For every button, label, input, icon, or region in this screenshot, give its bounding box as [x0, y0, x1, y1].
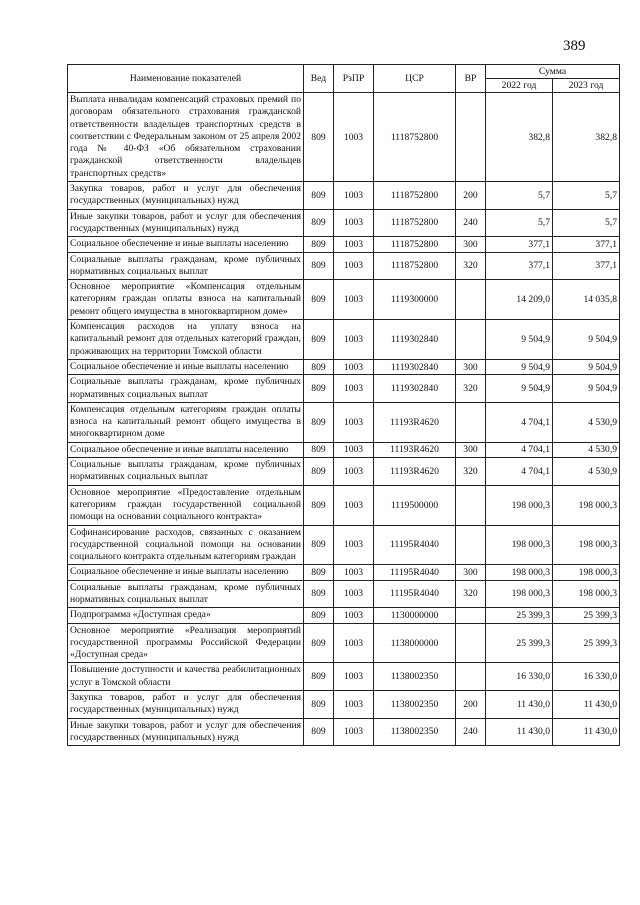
- row-sum-2023: 382,8: [553, 93, 620, 182]
- row-csr: 1119500000: [374, 485, 456, 525]
- row-ved: 809: [304, 691, 334, 719]
- row-ved: 809: [304, 580, 334, 608]
- row-ved: 809: [304, 718, 334, 746]
- table-row: [68, 320, 620, 360]
- header-csr: ЦСР: [374, 65, 456, 93]
- row-csr: 1118752800: [374, 182, 456, 210]
- row-ved: 809: [304, 663, 334, 691]
- row-sum-2023: 14 035,8: [553, 280, 620, 320]
- row-vr: [456, 93, 486, 182]
- row-vr: 300: [456, 237, 486, 252]
- row-sum-2023: 198 000,3: [553, 580, 620, 608]
- row-rzpr: 1003: [334, 608, 374, 623]
- row-name: Основное мероприятие «Реализация мероприятий государственной программы Российской Федерации «Доступная среда»: [68, 623, 304, 663]
- row-name: Повышение доступности и качества реабилитационных услуг в Томской области: [68, 663, 304, 691]
- page-number: 389: [563, 38, 586, 54]
- row-ved: 809: [304, 458, 334, 486]
- table-row: [68, 608, 620, 623]
- row-name: Социальное обеспечение и иные выплаты населению: [68, 565, 304, 580]
- row-csr: 1118752800: [374, 237, 456, 252]
- row-sum-2023: 5,7: [553, 209, 620, 237]
- row-csr: 11193R4620: [374, 458, 456, 486]
- row-ved: 809: [304, 280, 334, 320]
- row-csr: 1118752800: [374, 209, 456, 237]
- table-row: [68, 209, 620, 237]
- table-row: [68, 580, 620, 608]
- table-row: [68, 442, 620, 457]
- row-name: Социальное обеспечение и иные выплаты населению: [68, 237, 304, 252]
- row-sum-2022: 25 399,3: [486, 623, 553, 663]
- row-sum-2022: 5,7: [486, 209, 553, 237]
- row-ved: 809: [304, 623, 334, 663]
- row-name: Закупка товаров, работ и услуг для обеспечения государственных (муниципальных) нужд: [68, 691, 304, 719]
- row-csr: 1119302840: [374, 375, 456, 403]
- row-rzpr: 1003: [334, 402, 374, 442]
- row-vr: [456, 402, 486, 442]
- table-row: [68, 663, 620, 691]
- row-vr: 200: [456, 182, 486, 210]
- row-sum-2023: 4 530,9: [553, 442, 620, 457]
- row-csr: 11195R4040: [374, 580, 456, 608]
- row-sum-2023: 25 399,3: [553, 623, 620, 663]
- row-name: Социальные выплаты гражданам, кроме публичных нормативных социальных выплат: [68, 580, 304, 608]
- row-ved: 809: [304, 402, 334, 442]
- row-sum-2022: 9 504,9: [486, 320, 553, 360]
- row-sum-2023: 25 399,3: [553, 608, 620, 623]
- row-rzpr: 1003: [334, 623, 374, 663]
- table-row: [68, 525, 620, 565]
- row-sum-2023: 198 000,3: [553, 485, 620, 525]
- row-rzpr: 1003: [334, 718, 374, 746]
- row-sum-2022: 382,8: [486, 93, 553, 182]
- row-rzpr: 1003: [334, 359, 374, 374]
- row-name: Основное мероприятие «Предоставление отдельным категориям граждан государственной социальной помощи на основании социального контракта»: [68, 485, 304, 525]
- row-sum-2022: 4 704,1: [486, 442, 553, 457]
- row-rzpr: 1003: [334, 525, 374, 565]
- row-ved: 809: [304, 320, 334, 360]
- row-vr: [456, 525, 486, 565]
- table-row: [68, 237, 620, 252]
- row-sum-2023: 11 430,0: [553, 691, 620, 719]
- row-name: Социальные выплаты гражданам, кроме публичных нормативных социальных выплат: [68, 252, 304, 280]
- row-csr: 11193R4620: [374, 402, 456, 442]
- table-row: [68, 691, 620, 719]
- header-rzpr: РзПР: [334, 65, 374, 93]
- row-ved: 809: [304, 608, 334, 623]
- row-name: Закупка товаров, работ и услуг для обеспечения государственных (муниципальных) нужд: [68, 182, 304, 210]
- header-name: Наименование показателей: [68, 65, 304, 93]
- table-row: [68, 280, 620, 320]
- row-rzpr: 1003: [334, 485, 374, 525]
- table-row: [68, 718, 620, 746]
- row-sum-2022: 4 704,1: [486, 458, 553, 486]
- row-vr: [456, 623, 486, 663]
- row-csr: 11193R4620: [374, 442, 456, 457]
- row-name: Социальное обеспечение и иные выплаты населению: [68, 359, 304, 374]
- row-sum-2022: 9 504,9: [486, 375, 553, 403]
- row-csr: 1138000000: [374, 623, 456, 663]
- row-sum-2023: 198 000,3: [553, 525, 620, 565]
- row-vr: 320: [456, 458, 486, 486]
- row-name: Социальные выплаты гражданам, кроме публичных нормативных социальных выплат: [68, 375, 304, 403]
- row-sum-2023: 4 530,9: [553, 458, 620, 486]
- row-vr: 320: [456, 580, 486, 608]
- row-vr: [456, 485, 486, 525]
- row-sum-2023: 377,1: [553, 252, 620, 280]
- row-sum-2023: 198 000,3: [553, 565, 620, 580]
- row-ved: 809: [304, 442, 334, 457]
- row-sum-2023: 9 504,9: [553, 320, 620, 360]
- table-row: [68, 402, 620, 442]
- row-ved: 809: [304, 237, 334, 252]
- row-name: Подпрограмма «Доступная среда»: [68, 608, 304, 623]
- row-sum-2023: 9 504,9: [553, 359, 620, 374]
- row-csr: 1119302840: [374, 320, 456, 360]
- table-row: [68, 359, 620, 374]
- row-rzpr: 1003: [334, 93, 374, 182]
- row-name: Выплата инвалидам компенсаций страховых премий по договорам обязательного страхования гражданской ответственности владельцев транспортных средств в соответствии с Федеральным законом от 25 апреля 2002 года № 40-ФЗ «Об обязательном страховании гражданской ответственности владельцев транспортных средств»: [68, 93, 304, 182]
- row-ved: 809: [304, 93, 334, 182]
- row-csr: 1138002350: [374, 691, 456, 719]
- row-sum-2022: 9 504,9: [486, 359, 553, 374]
- row-csr: 1118752800: [374, 93, 456, 182]
- row-vr: [456, 320, 486, 360]
- row-name: Социальное обеспечение и иные выплаты населению: [68, 442, 304, 457]
- row-name: Компенсация отдельным категориям граждан оплаты взноса на капитальный ремонт общего имущества в многоквартирном доме: [68, 402, 304, 442]
- row-sum-2023: 4 530,9: [553, 402, 620, 442]
- row-sum-2022: 4 704,1: [486, 402, 553, 442]
- row-sum-2022: 5,7: [486, 182, 553, 210]
- row-rzpr: 1003: [334, 375, 374, 403]
- row-rzpr: 1003: [334, 691, 374, 719]
- row-sum-2022: 14 209,0: [486, 280, 553, 320]
- row-rzpr: 1003: [334, 580, 374, 608]
- row-rzpr: 1003: [334, 252, 374, 280]
- row-ved: 809: [304, 525, 334, 565]
- row-csr: 1119302840: [374, 359, 456, 374]
- header-vr: ВР: [456, 65, 486, 93]
- row-csr: 1118752800: [374, 252, 456, 280]
- row-csr: 11195R4040: [374, 525, 456, 565]
- row-rzpr: 1003: [334, 182, 374, 210]
- row-vr: 300: [456, 359, 486, 374]
- row-vr: [456, 608, 486, 623]
- row-rzpr: 1003: [334, 280, 374, 320]
- row-sum-2022: 11 430,0: [486, 691, 553, 719]
- row-csr: 11195R4040: [374, 565, 456, 580]
- row-ved: 809: [304, 359, 334, 374]
- row-sum-2022: 198 000,3: [486, 580, 553, 608]
- row-vr: 300: [456, 442, 486, 457]
- row-csr: 1138002350: [374, 663, 456, 691]
- row-ved: 809: [304, 209, 334, 237]
- table-row: [68, 458, 620, 486]
- table-row: [68, 252, 620, 280]
- row-csr: 1138002350: [374, 718, 456, 746]
- row-sum-2023: 11 430,0: [553, 718, 620, 746]
- row-sum-2023: 16 330,0: [553, 663, 620, 691]
- row-sum-2022: 377,1: [486, 237, 553, 252]
- row-vr: 200: [456, 691, 486, 719]
- budget-table: [67, 64, 620, 746]
- row-sum-2022: 198 000,3: [486, 525, 553, 565]
- row-sum-2022: 11 430,0: [486, 718, 553, 746]
- row-ved: 809: [304, 375, 334, 403]
- row-sum-2022: 198 000,3: [486, 565, 553, 580]
- row-vr: 320: [456, 375, 486, 403]
- header-year-2023: 2023 год: [553, 79, 620, 93]
- row-sum-2022: 16 330,0: [486, 663, 553, 691]
- row-ved: 809: [304, 182, 334, 210]
- table-row: [68, 623, 620, 663]
- row-sum-2022: 198 000,3: [486, 485, 553, 525]
- row-name: Софинансирование расходов, связанных с оказанием государственной социальной помощи на основании социального контракта отдельным категориям граждан: [68, 525, 304, 565]
- table-row: [68, 565, 620, 580]
- row-vr: [456, 280, 486, 320]
- table-row: [68, 93, 620, 182]
- row-name: Иные закупки товаров, работ и услуг для обеспечения государственных (муниципальных) нужд: [68, 718, 304, 746]
- row-rzpr: 1003: [334, 320, 374, 360]
- row-rzpr: 1003: [334, 663, 374, 691]
- row-sum-2022: 25 399,3: [486, 608, 553, 623]
- row-rzpr: 1003: [334, 442, 374, 457]
- header-ved: Вед: [304, 65, 334, 93]
- row-name: Иные закупки товаров, работ и услуг для обеспечения государственных (муниципальных) нужд: [68, 209, 304, 237]
- row-name: Компенсация расходов на уплату взноса на капитальный ремонт для отдельных категорий граждан, проживающих на территории Томской области: [68, 320, 304, 360]
- table-row: [68, 485, 620, 525]
- row-ved: 809: [304, 565, 334, 580]
- table-body: [68, 93, 620, 746]
- row-sum-2023: 377,1: [553, 237, 620, 252]
- row-csr: 1119300000: [374, 280, 456, 320]
- header-year-2022: 2022 год: [486, 79, 553, 93]
- row-vr: 240: [456, 718, 486, 746]
- row-csr: 1130000000: [374, 608, 456, 623]
- header-sum: Сумма: [486, 65, 620, 79]
- table-row: [68, 375, 620, 403]
- row-name: Социальные выплаты гражданам, кроме публичных нормативных социальных выплат: [68, 458, 304, 486]
- row-ved: 809: [304, 252, 334, 280]
- row-name: Основное мероприятие «Компенсация отдельным категориям граждан оплаты взноса на капитальный ремонт общего имущества в многоквартирном доме»: [68, 280, 304, 320]
- table-row: [68, 182, 620, 210]
- row-ved: 809: [304, 485, 334, 525]
- row-vr: 300: [456, 565, 486, 580]
- header-row: [68, 65, 620, 79]
- row-sum-2022: 377,1: [486, 252, 553, 280]
- row-rzpr: 1003: [334, 565, 374, 580]
- row-vr: 320: [456, 252, 486, 280]
- row-rzpr: 1003: [334, 237, 374, 252]
- row-rzpr: 1003: [334, 458, 374, 486]
- row-vr: 240: [456, 209, 486, 237]
- row-rzpr: 1003: [334, 209, 374, 237]
- row-sum-2023: 9 504,9: [553, 375, 620, 403]
- row-sum-2023: 5,7: [553, 182, 620, 210]
- row-vr: [456, 663, 486, 691]
